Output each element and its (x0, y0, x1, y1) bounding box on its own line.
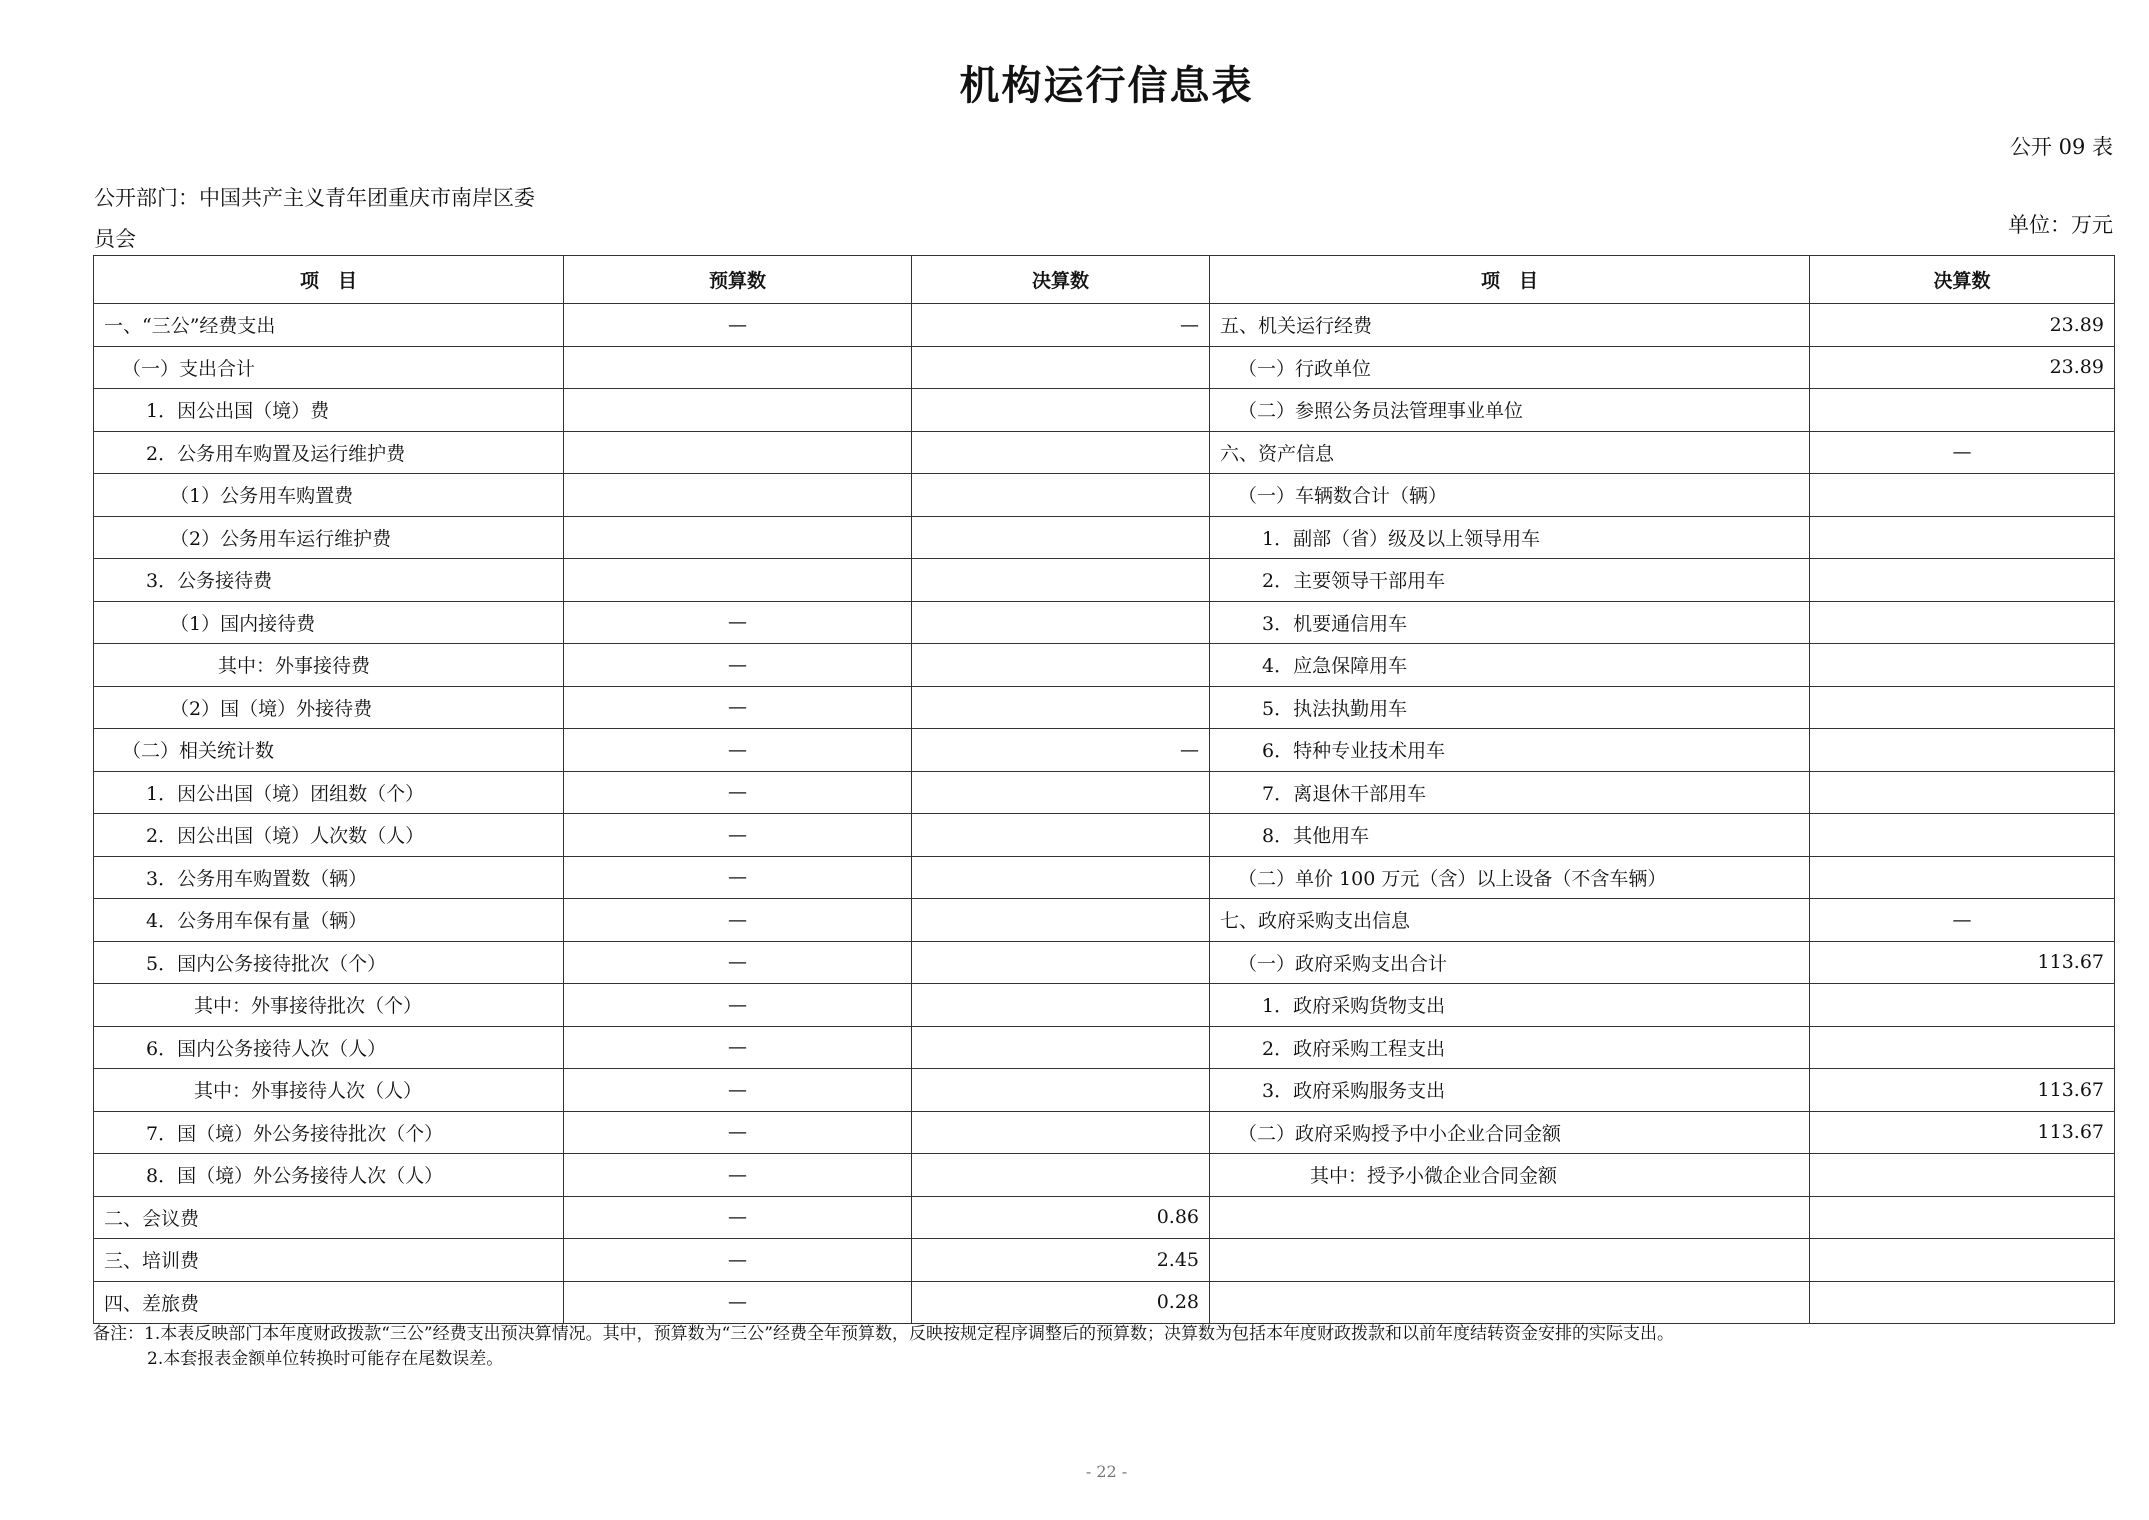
table-row (94, 1281, 2115, 1324)
table-row (94, 941, 2115, 984)
final-left-cell (912, 474, 1210, 517)
department-line-2: 员会 (94, 227, 136, 251)
budget-cell (564, 516, 912, 559)
final-right-cell (1810, 1281, 2115, 1324)
table-row (94, 856, 2115, 899)
left-item-cell: 二、会议费 (94, 1196, 564, 1239)
final-left-cell (912, 601, 1210, 644)
final-left-cell (912, 559, 1210, 602)
table-row (94, 474, 2115, 517)
left-item-cell: 2．公务用车购置及运行维护费 (94, 431, 564, 474)
final-left-cell (912, 899, 1210, 942)
table-row (94, 1196, 2115, 1239)
final-right-cell: — (1810, 431, 2115, 474)
right-item-cell (1210, 1196, 1810, 1239)
budget-cell: — (564, 686, 912, 729)
table-row (94, 1154, 2115, 1197)
budget-cell: — (564, 1154, 912, 1197)
table-row (94, 1026, 2115, 1069)
footnote-2: 2.本套报表金额单位转换时可能存在尾数误差。 (147, 1349, 504, 1369)
table-row (94, 559, 2115, 602)
budget-cell (564, 346, 912, 389)
final-right-cell (1810, 686, 2115, 729)
final-left-cell (912, 644, 1210, 687)
left-item-cell: 其中：外事接待批次（个） (94, 984, 564, 1027)
right-item-cell: （二）参照公务员法管理事业单位 (1210, 389, 1810, 432)
right-item-cell: 2．政府采购工程支出 (1210, 1026, 1810, 1069)
table-row (94, 1111, 2115, 1154)
table-row (94, 814, 2115, 857)
left-item-cell: 8．国（境）外公务接待人次（人） (94, 1154, 564, 1197)
left-item-cell: 1．因公出国（境）费 (94, 389, 564, 432)
final-right-cell (1810, 516, 2115, 559)
right-item-cell: 2．主要领导干部用车 (1210, 559, 1810, 602)
left-item-cell: 6．国内公务接待人次（人） (94, 1026, 564, 1069)
table-row (94, 644, 2115, 687)
budget-cell (564, 431, 912, 474)
left-item-cell: 7．国（境）外公务接待批次（个） (94, 1111, 564, 1154)
right-item-cell: 4．应急保障用车 (1210, 644, 1810, 687)
header-item-left: 项 目 (94, 256, 564, 304)
table-body (94, 304, 2115, 1324)
final-left-cell (912, 389, 1210, 432)
budget-cell: — (564, 1026, 912, 1069)
right-item-cell: （二）单价 100 万元（含）以上设备（不含车辆） (1210, 856, 1810, 899)
table-row (94, 431, 2115, 474)
right-item-cell: 六、资产信息 (1210, 431, 1810, 474)
table-row (94, 389, 2115, 432)
table-row (94, 1239, 2115, 1282)
budget-cell: — (564, 856, 912, 899)
left-item-cell: （二）相关统计数 (94, 729, 564, 772)
page-title: 机构运行信息表 (959, 63, 1254, 109)
left-item-cell: 1．因公出国（境）团组数（个） (94, 771, 564, 814)
header-budget: 预算数 (564, 256, 912, 304)
left-item-cell: 一、“三公”经费支出 (94, 304, 564, 347)
final-left-cell (912, 1111, 1210, 1154)
budget-cell (564, 559, 912, 602)
right-item-cell: 1．副部（省）级及以上领导用车 (1210, 516, 1810, 559)
right-item-cell: （一）政府采购支出合计 (1210, 941, 1810, 984)
final-right-cell (1810, 601, 2115, 644)
table-row (94, 899, 2115, 942)
header-final-left: 决算数 (912, 256, 1210, 304)
final-left-cell (912, 346, 1210, 389)
budget-cell: — (564, 1111, 912, 1154)
table-row (94, 346, 2115, 389)
right-item-cell: 五、机关运行经费 (1210, 304, 1810, 347)
final-right-cell: — (1810, 899, 2115, 942)
table-row (94, 304, 2115, 347)
budget-cell: — (564, 304, 912, 347)
final-left-cell (912, 814, 1210, 857)
left-item-cell: （1）国内接待费 (94, 601, 564, 644)
final-right-cell (1810, 814, 2115, 857)
left-item-cell: 4．公务用车保有量（辆） (94, 899, 564, 942)
final-right-cell (1810, 474, 2115, 517)
page-number: - 22 - (1085, 1462, 1128, 1481)
budget-cell: — (564, 941, 912, 984)
right-item-cell: 七、政府采购支出信息 (1210, 899, 1810, 942)
final-left-cell (912, 1069, 1210, 1112)
budget-cell: — (564, 601, 912, 644)
final-left-cell (912, 771, 1210, 814)
final-right-cell: 23.89 (1810, 346, 2115, 389)
table-row (94, 771, 2115, 814)
final-right-cell: 23.89 (1810, 304, 2115, 347)
final-right-cell (1810, 1154, 2115, 1197)
final-right-cell (1810, 729, 2115, 772)
final-left-cell (912, 686, 1210, 729)
final-right-cell (1810, 856, 2115, 899)
right-item-cell (1210, 1281, 1810, 1324)
right-item-cell: 8．其他用车 (1210, 814, 1810, 857)
left-item-cell: （1）公务用车购置费 (94, 474, 564, 517)
operation-info-table (93, 255, 2115, 1324)
left-item-cell: 2．因公出国（境）人次数（人） (94, 814, 564, 857)
right-item-cell: 6．特种专业技术用车 (1210, 729, 1810, 772)
final-right-cell (1810, 984, 2115, 1027)
right-item-cell: 7．离退休干部用车 (1210, 771, 1810, 814)
left-item-cell: 其中：外事接待费 (94, 644, 564, 687)
left-item-cell: 四、差旅费 (94, 1281, 564, 1324)
right-item-cell (1210, 1239, 1810, 1282)
table-row (94, 984, 2115, 1027)
right-item-cell: 3．机要通信用车 (1210, 601, 1810, 644)
final-right-cell (1810, 771, 2115, 814)
left-item-cell: 3．公务用车购置数（辆） (94, 856, 564, 899)
header-item-right: 项 目 (1210, 256, 1810, 304)
right-item-cell: 3．政府采购服务支出 (1210, 1069, 1810, 1112)
budget-cell: — (564, 814, 912, 857)
left-item-cell: 5．国内公务接待批次（个） (94, 941, 564, 984)
table-row (94, 1069, 2115, 1112)
budget-cell: — (564, 1196, 912, 1239)
right-item-cell: （一）行政单位 (1210, 346, 1810, 389)
final-right-cell (1810, 1026, 2115, 1069)
final-right-cell (1810, 1196, 2115, 1239)
final-right-cell (1810, 644, 2115, 687)
budget-cell: — (564, 644, 912, 687)
final-right-cell: 113.67 (1810, 1069, 2115, 1112)
budget-cell: — (564, 984, 912, 1027)
final-left-cell (912, 516, 1210, 559)
budget-cell: — (564, 729, 912, 772)
final-right-cell (1810, 389, 2115, 432)
budget-cell: — (564, 1281, 912, 1324)
right-item-cell: （一）车辆数合计（辆） (1210, 474, 1810, 517)
form-number: 公开 09 表 (2009, 135, 2113, 159)
final-left-cell: 0.28 (912, 1281, 1210, 1324)
department-line-1: 公开部门：中国共产主义青年团重庆市南岸区委 (94, 186, 535, 210)
right-item-cell: 5．执法执勤用车 (1210, 686, 1810, 729)
final-left-cell (912, 1154, 1210, 1197)
final-left-cell (912, 856, 1210, 899)
left-item-cell: 3．公务接待费 (94, 559, 564, 602)
budget-cell: — (564, 1069, 912, 1112)
final-right-cell: 113.67 (1810, 941, 2115, 984)
unit-label: 单位：万元 (2008, 213, 2113, 237)
budget-cell: — (564, 1239, 912, 1282)
table-row (94, 729, 2115, 772)
table-row (94, 516, 2115, 559)
footnotes (93, 1322, 1674, 1372)
right-item-cell: 1．政府采购货物支出 (1210, 984, 1810, 1027)
final-left-cell: 2.45 (912, 1239, 1210, 1282)
department-label (94, 178, 535, 260)
footnote-1: 备注：1.本表反映部门本年度财政拨款“三公”经费支出预决算情况。其中，预算数为“三公”经费全年预算数，反映按规定程序调整后的预算数；决算数为包括本年度财政拨款和以前年度结转资金安排的实际支出。 (93, 1324, 1674, 1344)
budget-cell: — (564, 771, 912, 814)
final-left-cell (912, 431, 1210, 474)
budget-cell (564, 389, 912, 432)
right-item-cell: 其中：授予小微企业合同金额 (1210, 1154, 1810, 1197)
table-row (94, 601, 2115, 644)
final-right-cell (1810, 1239, 2115, 1282)
budget-cell: — (564, 899, 912, 942)
final-right-cell (1810, 559, 2115, 602)
left-item-cell: （2）公务用车运行维护费 (94, 516, 564, 559)
table-row (94, 686, 2115, 729)
final-right-cell: 113.67 (1810, 1111, 2115, 1154)
final-left-cell (912, 984, 1210, 1027)
final-left-cell (912, 1026, 1210, 1069)
right-item-cell: （二）政府采购授予中小企业合同金额 (1210, 1111, 1810, 1154)
final-left-cell: — (912, 729, 1210, 772)
left-item-cell: 其中：外事接待人次（人） (94, 1069, 564, 1112)
left-item-cell: （2）国（境）外接待费 (94, 686, 564, 729)
final-left-cell: 0.86 (912, 1196, 1210, 1239)
header-final-right: 决算数 (1810, 256, 2115, 304)
final-left-cell (912, 941, 1210, 984)
final-left-cell: — (912, 304, 1210, 347)
left-item-cell: （一）支出合计 (94, 346, 564, 389)
table-header-row (94, 256, 2115, 304)
left-item-cell: 三、培训费 (94, 1239, 564, 1282)
budget-cell (564, 474, 912, 517)
